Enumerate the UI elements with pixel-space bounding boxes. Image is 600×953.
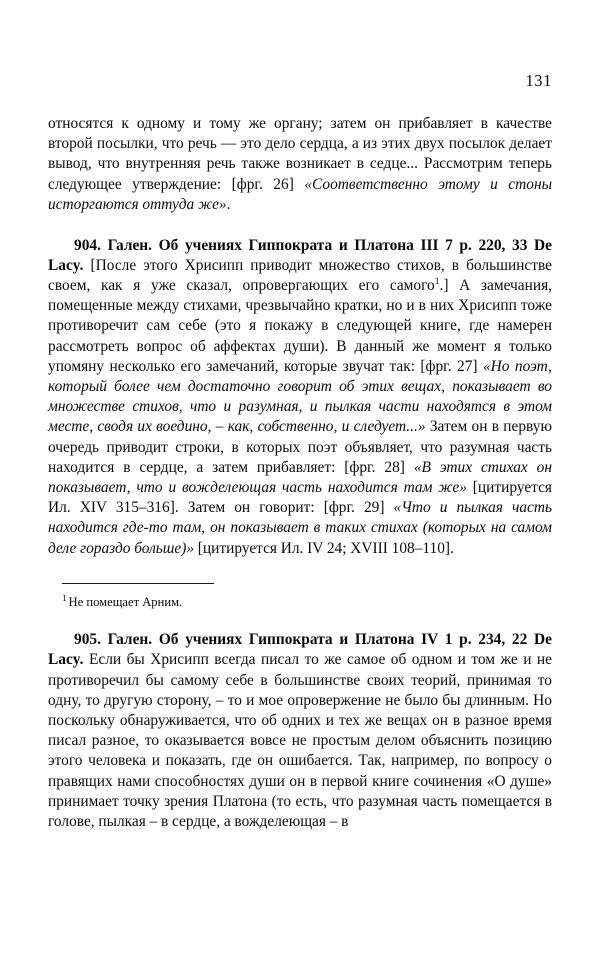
entry-904-s8: [цитируется Ил. IV 24; XVIII 108–110]. [194, 539, 454, 557]
entry-905-reference: 905. Гален. Об учениях Гиппократа и Платона IV 1 p. 234, 22 De Lacy. [48, 631, 552, 669]
quoted-fragment-27: «Но поэт, который более чем достаточно говорит об этих вещах, показывает во множестве стихов, что и разумная, и пылкая части находятся в этом месте, сводя их воедино, – как, собственно, и следует...» [48, 357, 552, 436]
footnote-separator-rule [62, 583, 214, 584]
entry-904-s2: .] А замечания, помещенные между стихами, чрезвычайно кратки, но и в них Хрисипп тоже противоречит сам себе (это я покажу в следующей книге, где намерен рассмотреть вопрос об аффектах души). В данный же момент я только упомяну несколько его замечаний, которые звучат так: [фрг. 27] [48, 276, 552, 375]
entry-905-s0: Если бы Хрисипп всегда писал то же самое об одном и том же и не противоречил бы самому себе в большинстве своих теорий, принимая то одну, то другую сторону, – то и мое опровержение не было бы длинным. Но поскольку обнаруживается, что об одних и тех же вещах он в разное время писал разное, то оказывается вовсе не простым делом объяснить позицию этого человека и показать, где он ошибается. Так, например, по вопросу о правящих нами способностях души он в первой книге сочинения «О душе» принимает точку зрения Платона (то есть, что разумная часть помещается в голове, пылкая – в сердце, а вожделеющая – в [48, 651, 552, 831]
text-column [48, 114, 552, 832]
footnote-1-text: Не помещает Арним. [68, 594, 183, 609]
paragraph-continuation-tail: . [226, 195, 231, 213]
footnote-area [48, 583, 552, 610]
entry-904-s4: Затем он в первую очередь приводит строки, в которых поэт объявляет, что разумная часть находится в сердце, а затем прибавляет: [фрг. 28] [48, 418, 552, 476]
page-number: 131 [525, 71, 552, 90]
paragraph-continuation-lead: относятся к одному и тому же органу; затем он прибавляет в качестве второй посылки, что речь — это дело сердца, а из этих двух посылок делает вывод, что внутренняя речь также возникает в седце... Рассмотрим теперь следующее утверждение: [фрг. 26] [48, 115, 552, 193]
paragraph-continuation [48, 114, 552, 215]
entry-904 [48, 236, 552, 559]
quoted-fragment-29: «Что и пылкая часть находится где-то там, он показывает в таких стихах (которых на самом деле гораздо больше)» [48, 499, 553, 557]
entry-905 [48, 630, 552, 832]
entry-904-reference: 904. Гален. Об учениях Гиппократа и Платона III 7 p. 220, 33 De Lacy. [48, 236, 552, 274]
entry-904-s0: [После этого Хрисипп приводит множество стихов, в большинстве своем, как я уже сказал, опровергающих его самого [48, 256, 552, 294]
entry-904-s6: [цитируется Ил. XIV 315–316]. Затем он говорит: [фрг. 29] [48, 478, 553, 517]
footnote-1-marker: 1 [62, 592, 67, 603]
quoted-fragment-26: «Соответственно этому и стоны исторгаются оттуда же» [48, 175, 553, 213]
footnote-marker-1: 1 [434, 276, 440, 287]
quoted-fragment-28: «В этих стихах он показывает, что и вожделеющая часть находится там же» [48, 458, 552, 496]
footnote-1 [62, 594, 552, 610]
